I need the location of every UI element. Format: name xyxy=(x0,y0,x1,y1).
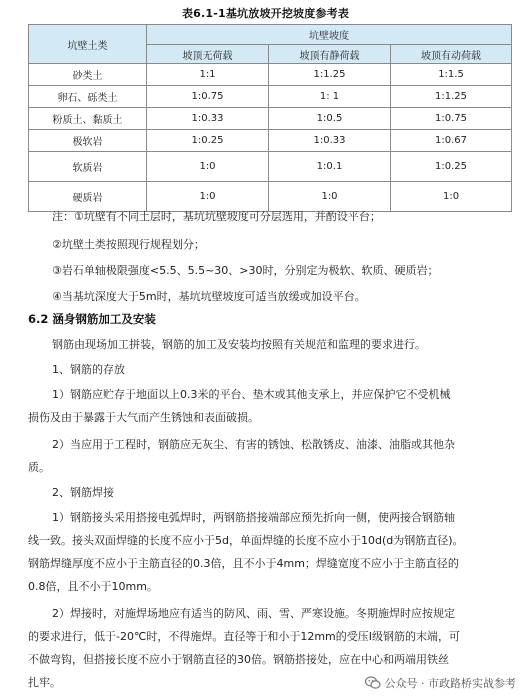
note-1: 注：①坑壁有不同土层时，基坑坑壁坡度可分层选用，并酌设平台； xyxy=(52,210,381,223)
header-static-load: 坡顶有静荷载 xyxy=(269,45,391,64)
section-heading: 6.2 涵身钢筋加工及安装 xyxy=(28,312,156,326)
slope-cell: 1: 1 xyxy=(269,86,391,108)
slope-cell: 1:1 xyxy=(147,64,269,86)
table-row xyxy=(29,64,512,86)
soil-type-cell: 软质岩 xyxy=(29,152,147,182)
slope-cell: 1:0.25 xyxy=(391,152,512,182)
subheading-welding: 2、钢筋焊接 xyxy=(52,486,114,499)
slope-reference-table xyxy=(28,24,512,212)
header-slope-group: 坑壁坡度 xyxy=(147,25,512,45)
paragraph-line: 线一致。接头双面焊缝的长度不应小于5d，单面焊缝的长度不应小于10d(d为钢筋直径)。 xyxy=(28,534,464,547)
header-no-load: 坡顶无荷载 xyxy=(147,45,269,64)
slope-cell: 1:0 xyxy=(147,152,269,182)
slope-cell: 1:0.33 xyxy=(269,130,391,152)
note-2: ②坑壁土类按照现行规程划分； xyxy=(52,238,205,251)
wechat-icon xyxy=(365,676,381,690)
slope-cell: 1:0.75 xyxy=(147,86,269,108)
watermark xyxy=(362,674,520,692)
header-soil-type: 坑壁土类 xyxy=(29,25,147,64)
paragraph-line: 2）焊接时，对施焊场地应有适当的防风、雨、雪、严寒设施。冬期施焊时应按规定 xyxy=(52,607,455,620)
table-row xyxy=(29,182,512,212)
slope-cell: 1:1.25 xyxy=(269,64,391,86)
slope-cell: 1:0 xyxy=(391,182,512,212)
slope-cell: 1:0.5 xyxy=(269,108,391,130)
slope-cell: 1:1.5 xyxy=(391,64,512,86)
header-dynamic-load: 坡顶有动荷载 xyxy=(391,45,512,64)
note-4: ④当基坑深度大于5m时，基坑坑壁坡度可适当放缓或加设平台。 xyxy=(52,290,366,303)
slope-cell: 1:0.25 xyxy=(147,130,269,152)
slope-cell: 1:0.67 xyxy=(391,130,512,152)
table-title: 表6.1-1基坑放坡开挖坡度参考表 xyxy=(181,7,350,20)
paragraph-line: 1）钢筋接头采用搭接电弧焊时，两钢筋搭接端部应预先折向一侧，使两接合钢筋轴 xyxy=(52,511,455,524)
subheading-storage: 1、钢筋的存放 xyxy=(52,363,125,376)
soil-type-cell: 卵石、砾类土 xyxy=(29,86,147,108)
slope-cell: 1:1.25 xyxy=(391,86,512,108)
paragraph-line: 钢筋焊缝厚度不应小于主筋直径的0.3倍，且不小于4mm；焊缝宽度不应小于主筋直径的 xyxy=(28,557,459,570)
soil-type-cell: 硬质岩 xyxy=(29,182,147,212)
paragraph-line: 1）钢筋应贮存于地面以上0.3米的平台、垫木或其他支承上，并应保护它不受机械 xyxy=(52,388,451,401)
paragraph-line: 不做弯钩，但搭接长度不应小于钢筋直径的30倍。钢筋搭接处，应在中心和两端用铁丝 xyxy=(28,653,449,666)
slope-cell: 1:0.75 xyxy=(391,108,512,130)
paragraph-line: 损伤及由于暴露于大气而产生锈蚀和表面破损。 xyxy=(28,411,259,424)
soil-type-cell: 极软岩 xyxy=(29,130,147,152)
paragraph-line: 钢筋由现场加工拼装，钢筋的加工及安装均按照有关规范和监理的要求进行。 xyxy=(52,338,426,351)
paragraph-line: 质。 xyxy=(28,461,50,474)
soil-type-cell: 砂类土 xyxy=(29,64,147,86)
note-3: ③岩石单轴极限强度<5.5、5.5~30、>30时，分别定为极软、软质、硬质岩； xyxy=(52,264,439,277)
table-row xyxy=(29,152,512,182)
table-row xyxy=(29,86,512,108)
table-row xyxy=(29,130,512,152)
paragraph-line: 扎牢。 xyxy=(28,676,61,689)
soil-type-cell: 粉质土、黏质土 xyxy=(29,108,147,130)
watermark-text: 公众号 · 市政路桥实战参考 xyxy=(384,677,516,690)
paragraph-line: 2）当应用于工程时，钢筋应无灰尘、有害的锈蚀、松散锈皮、油漆、油脂或其他杂 xyxy=(52,438,455,451)
slope-cell: 1:0.33 xyxy=(147,108,269,130)
slope-cell: 1:0 xyxy=(269,182,391,212)
slope-cell: 1:0.1 xyxy=(269,152,391,182)
paragraph-line: 的要求进行，低于-20℃时，不得施焊。直径等于和小于12mm的受压Ⅰ级钢筋的末端，可 xyxy=(28,630,460,643)
slope-cell: 1:0 xyxy=(147,182,269,212)
table-row xyxy=(29,108,512,130)
paragraph-line: 0.8倍，且不小于10mm。 xyxy=(28,580,158,593)
